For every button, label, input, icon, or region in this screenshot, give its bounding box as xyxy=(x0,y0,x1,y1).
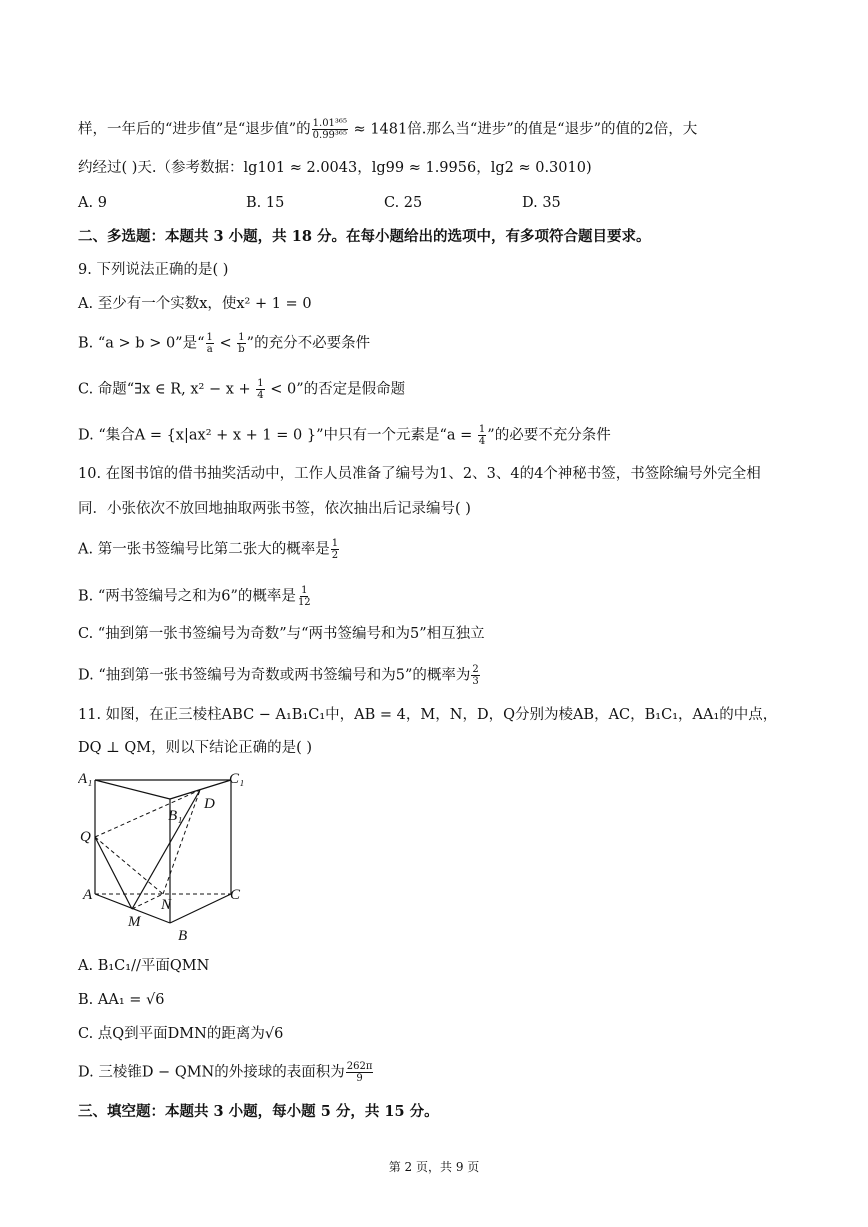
q10-b-fraction-num: 1 xyxy=(301,585,308,596)
section-3-heading: 三、填空题：本题共 3 小题，每小题 5 分，共 15 分。 xyxy=(78,1103,439,1120)
label-q: Q xyxy=(80,829,91,845)
edge-bc xyxy=(170,894,231,923)
q10-a-fraction-num: 1 xyxy=(331,538,339,549)
q10-option-b xyxy=(78,585,313,608)
q9-b-fraction-1-num: 1 xyxy=(206,332,213,343)
q9-d-tail: ”的必要不充分条件 xyxy=(487,427,611,444)
q9-b-fraction-1-den: a xyxy=(206,344,213,355)
q8-line1-text: 样，一年后的“进步值”是“退步值”的 xyxy=(78,121,311,138)
q10-d-fraction-num: 2 xyxy=(472,664,479,675)
edge-b1c1 xyxy=(170,780,231,799)
q11-option-a: A. B₁C₁//平面QMN xyxy=(78,958,210,974)
q8-line1 xyxy=(78,118,697,141)
q8-ratio-fraction xyxy=(312,118,348,141)
label-b1: B₁ xyxy=(168,808,183,824)
label-b: B xyxy=(178,928,188,944)
q9-c-tail: < 0”的否定是假命题 xyxy=(265,381,406,398)
label-d: D xyxy=(204,796,215,812)
q11-option-d xyxy=(78,1061,374,1084)
segment-qn-hidden xyxy=(95,837,163,894)
q10-a-fraction xyxy=(331,538,339,561)
q11-d-fraction-den: 9 xyxy=(356,1073,363,1084)
q10-option-d xyxy=(78,664,481,687)
q9-c-fraction-num: 1 xyxy=(257,378,264,389)
label-a1: A₁ xyxy=(78,771,93,787)
q9-d-fraction-den: 4 xyxy=(478,436,486,447)
q9-d-text: D. “集合A = {x|ax² + x + 1 = 0 }”中只有一个元素是“a = xyxy=(78,427,477,444)
q10-stem-line2: 同．小张依次不放回地抽取两张书签，依次抽出后记录编号( ) xyxy=(78,501,471,517)
edge-a1b1 xyxy=(95,780,170,799)
q10-d-text: D. “抽到第一张书签编号为奇数或两书签编号和为5”的概率为 xyxy=(78,667,471,684)
label-c: C xyxy=(230,887,241,903)
q10-option-c: C. “抽到第一张书签编号为奇数”与“两书签编号和为5”相互独立 xyxy=(78,626,485,642)
q9-c-fraction-den: 4 xyxy=(257,390,264,401)
q8-ratio-denominator: 0.99³⁶⁵ xyxy=(312,130,347,141)
q9-option-a: A. 至少有一个实数x，使x² + 1 = 0 xyxy=(78,296,312,312)
segment-nd-hidden xyxy=(163,790,200,894)
q8-option-c: C. 25 xyxy=(384,195,423,211)
label-m: M xyxy=(128,914,141,930)
q9-b-fraction-2-den: b xyxy=(238,344,245,355)
q10-b-fraction xyxy=(297,585,312,608)
q8-line2: 约经过( )天.（参考数据：lg101 ≈ 2.0043，lg99 ≈ 1.9956，lg2 ≈ 0.3010) xyxy=(78,160,592,176)
q9-option-d xyxy=(78,424,611,447)
q9-d-fraction xyxy=(478,424,486,447)
page-footer: 第 2 页，共 9 页 xyxy=(388,1160,480,1174)
q8-line1-tail: ≈ 1481倍.那么当“进步”的值是“退步”的值的2倍，大 xyxy=(348,121,698,138)
q10-d-fraction-den: 3 xyxy=(472,676,479,687)
q11-d-text: D. 三棱锥D − QMN的外接球的表面积为 xyxy=(78,1064,345,1081)
q10-b-fraction-den: 12 xyxy=(297,597,311,608)
q11-stem-line2: DQ ⊥ QM，则以下结论正确的是( ) xyxy=(78,740,313,756)
q9-c-text: C. 命题“∃x ∈ R, x² − x + xyxy=(78,381,256,398)
q9-b-tail: ”的充分不必要条件 xyxy=(246,335,371,352)
prism-diagram xyxy=(78,766,248,946)
q9-b-fraction-2-num: 1 xyxy=(238,332,245,343)
q9-b-fraction-1 xyxy=(206,332,214,355)
q8-option-b: B. 15 xyxy=(246,195,285,211)
q11-stem-line1: 11. 如图，在正三棱柱ABC − A₁B₁C₁中，AB = 4，M，N，D，Q分别为棱AB，AC，B₁C₁，AA₁的中点， xyxy=(78,707,778,723)
segment-qd-hidden xyxy=(95,790,200,837)
q10-b-text: B. “两书签编号之和为6”的概率是 xyxy=(78,588,296,605)
q10-a-text: A. 第一张书签编号比第二张大的概率是 xyxy=(78,541,330,558)
q8-ratio-numerator: 1.01³⁶⁵ xyxy=(312,118,347,129)
q9-b-text: B. “a > b > 0”是“ xyxy=(78,335,205,352)
label-c1: C₁ xyxy=(229,771,245,787)
q9-option-c xyxy=(78,378,405,401)
q8-options xyxy=(78,192,638,214)
q11-option-b: B. AA₁ = √6 xyxy=(78,992,165,1008)
q11-d-fraction xyxy=(346,1061,374,1084)
q9-option-b xyxy=(78,332,370,355)
q8-option-d: D. 35 xyxy=(522,195,561,211)
q11-option-c: C. 点Q到平面DMN的距离为√6 xyxy=(78,1026,284,1042)
q10-d-fraction xyxy=(471,664,479,687)
q10-stem-line1: 10. 在图书馆的借书抽奖活动中，工作人员准备了编号为1、2、3、4的4个神秘书签，书签除编号外完全相 xyxy=(78,466,761,482)
label-n: N xyxy=(161,897,172,913)
q9-c-fraction xyxy=(256,378,264,401)
q9-d-fraction-num: 1 xyxy=(478,424,486,435)
q9-b-less-than: < xyxy=(214,335,237,352)
label-a: A xyxy=(83,887,93,903)
q9-stem: 9. 下列说法正确的是( ) xyxy=(78,262,229,278)
q8-option-a: A. 9 xyxy=(78,195,107,211)
q11-d-fraction-num: 262π xyxy=(346,1061,373,1072)
q10-a-fraction-den: 2 xyxy=(331,550,339,561)
q9-b-fraction-2 xyxy=(237,332,245,355)
segment-md xyxy=(132,790,200,909)
segment-qm xyxy=(95,837,132,909)
prism-figure xyxy=(78,766,248,946)
section-2-heading: 二、多选题：本题共 3 小题，共 18 分。在每小题给出的选项中，有多项符合题目要求。 xyxy=(78,228,651,245)
q10-option-a xyxy=(78,538,340,561)
